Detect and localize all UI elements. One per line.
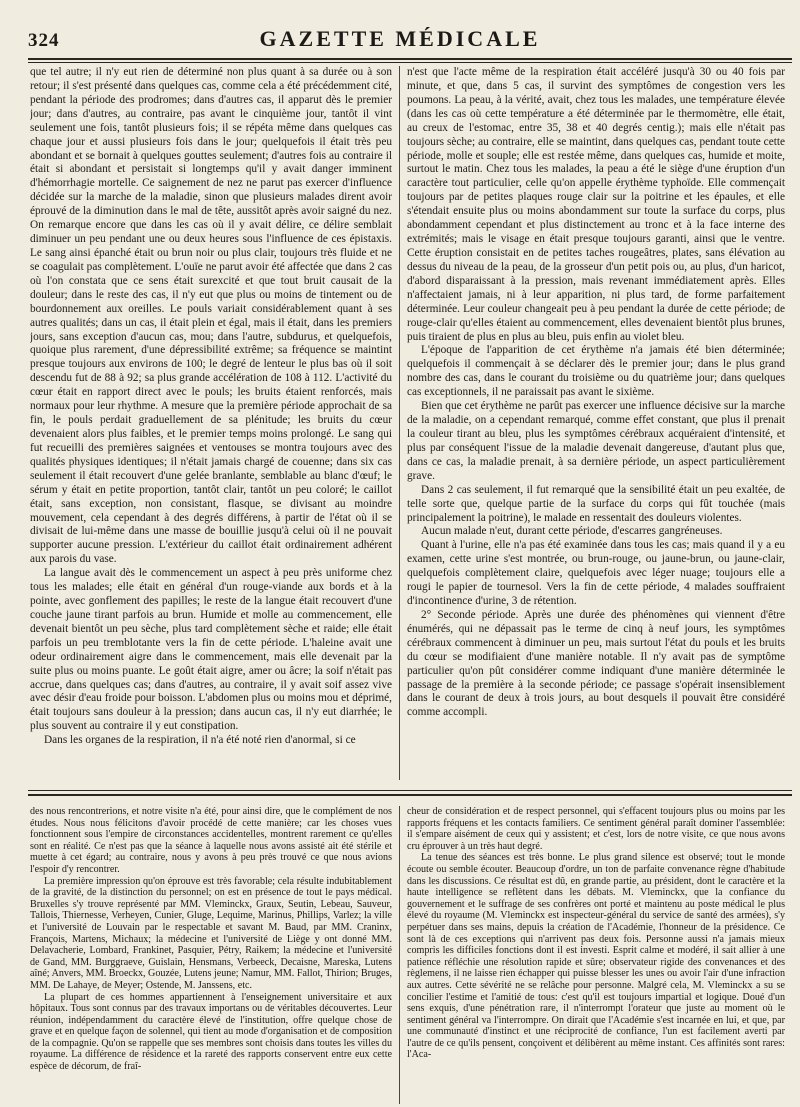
paragraph: La plupart de ces hommes appartiennent à l'enseignement universitaire et aux hôpitaux. Tous sont connus par des travaux importans ou de véritables découvertes. Leur réunion, indépendamment du caractère élevé de l'institution, offre quelque chose de grave et en quelque façon de solennel, qui tient au mode d'organisation et de composition de la compagnie. Qu'on se rappelle que ses membres sont choisis dans toutes les villes du royaume. La différence de résidence et la rareté des rapports conservent entre eux cette espèce de décorum, de fraî-	[30, 991, 392, 1073]
paragraph: Dans 2 cas seulement, il fut remarqué que la sensibilité était un peu exaltée, de telle sorte que, quelque partie de la surface du corps qui fût touchée (mais principalement la poitrine), le malade en ressentait des douleurs violentes.	[407, 483, 785, 524]
paragraph: n'est que l'acte même de la respiration était accéléré jusqu'à 30 ou 40 fois par minute, et que, dans 5 cas, il survint des symptômes de congestion vers les poumons. La peau, à la vérité, avait, chez tous les malades, une température élevée (dans les cas où cette température a été déterminée par le thermomètre, elle était, au creux de l'estomac, entre 35, 38 et 40 degrés centig.); mais elle n'était pas toujours sèche; au contraire, elle se maintint, dans quelques cas, pendant toute cette période, molle et souple; elle est restée même, dans quelques cas, humide et moite, surtout le matin. Chez tous les malades, la peau a été le siège d'une éruption d'un caractère tout particulier, celle qu'on appelle érythème typhoïde. Elle commençait toujours par de petites plaques rouge clair sur la poitrine et les épaules, et elle s'étendait ensuite plus ou moins abondamment sur toute la surface du corps, plus abondamment cependant et plus distinctement au tronc et à la face interne des extrémités; mais le visage en était presque toujours garanti, ainsi que le ventre. Cette éruption consistait en de petites taches rougeâtres, plates, sans élévation au dessus du niveau de la peau, de la grosseur d'un petit pois ou, au plus, d'un haricot, d'abord disparaissant à la pression, mais revenant immédiatement après. Elles n'affectaient jamais, ni à leur apparition, ni plus tard, de forme parfaitement déterminée. Leur couleur changeait peu à peu pendant la durée de cette période; de rouge-clair qu'elles étaient au commencement, elles devenaient bientôt plus brunes, puis tiraient de plus en plus au bleu, puis enfin au violet bleu.	[407, 66, 785, 343]
column-divider-lower	[399, 806, 400, 1104]
upper-right-column	[407, 66, 785, 780]
paragraph: Aucun malade n'eut, durant cette période, d'escarres gangréneuses.	[421, 525, 723, 538]
lower-right-column	[407, 806, 785, 1106]
section-rule	[28, 790, 792, 791]
header-rule	[28, 58, 792, 60]
paragraph: Bien que cet érythème ne parût pas exercer une influence décisive sur la marche de la maladie, on a cependant remarqué, comme effet constant, que plus il prenait la couleur tirant au bleu, plus les symptômes cérébraux acquéraient d'intensité, et plus par conséquent l'issue de la maladie devenait dangereuse, d'autant plus que, dans ce cas, la maladie prenait, à sa dernière période, un aspect particulièrement grave.	[407, 400, 785, 482]
paragraph: Dans les organes de la respiration, il n'a été noté rien d'anormal, si ce	[44, 734, 356, 747]
masthead-title: GAZETTE MÉDICALE	[259, 26, 541, 51]
paragraph: des nous rencontrerions, et notre visite n'a été, pour ainsi dire, que le complément de nos études. Nous nous félicitons d'avoir procédé de cette manière; car les choses vues fonctionnent sous l'empire de circonstances accidentelles, montrent rarement ce qu'elles sont en réalité. Ce n'est pas que la séance à laquelle nous avons assisté ait été stérile et muette à cet égard; au contraire, nous y avons à peu près trouvé ce que nous avions l'espoir d'y rencontrer.	[30, 806, 392, 875]
column-divider	[399, 66, 400, 780]
lower-left-column	[30, 806, 392, 1106]
paragraph: La tenue des séances est très bonne. Le plus grand silence est observé; tout le monde écoute ou semble écouter. Beaucoup d'ordre, un ton de parfaite convenance règne d'habitude dans les discussions. Ce résultat est dû, en grande partie, au président, dont le caractère et la haute intelligence se reflètent dans les débats. M. Vleminckx, que la confiance du gouvernement et le suffrage de ses confrères ont porté et maintenu au poste médical le plus élevé du royaume (M. Vleminckx est inspecteur-général du service de santé des armées), s'y perpétuer dans ses mains, depuis la création de l'Académie, l'honneur de la présidence. Ce sont là de ces exceptions qui n'arrivent pas deux fois. Personne aussi n'a jamais mieux compris les difficiles fonctions dont il est investi. Esprit calme et modéré, il sait allier à une patience réfléchie une résolution rapide et sûre; observateur rigide des convenances et des règlemens, il ne laisse rien échapper qui puisse blesser les unes ou avoir l'air d'une infraction aux autres. Cette sévérité ne se relâche pour personne. Malgré cela, M. Vleminckx a su se concilier l'estime et l'amitié de tous: c'est qu'il est toujours impartial et logique. Doué d'un sens exquis, d'une pénétration rare, il n'interrompt l'orateur que juste au moment où le sentiment général va l'interrompre. On dirait que l'Académie s'est incarnée en lui, et que, par une communauté d'instinct et une réciprocité de confiance, l'un est facilement averti par l'autre de ce qu'ils pensent, conçoivent et délibèrent au même instant. Ces affinités sont rares: l'Aca-	[407, 852, 785, 1061]
paragraph: cheur de considération et de respect personnel, qui s'effacent toujours plus ou moins par les rapports fréquens et les contacts familiers. Ce sentiment général paraît dominer l'assemblée: il s'empare aisément de ceux qui y assistent; et c'est, lors de notre visite, ce que nous avons cru éprouver à un très haut degré.	[407, 806, 785, 852]
paragraph: L'époque de l'apparition de cet érythème n'a jamais été bien déterminée; quelquefois il commençait à se déclarer dès le premier jour; dans le plus grand nombre des cas, dans le courant du troisième ou du quatrième jour; dans quelques cas exceptionnels, il ne paraissait pas avant le sixième.	[407, 344, 785, 399]
header-rule-thin	[28, 62, 792, 63]
upper-left-column	[30, 66, 392, 780]
paragraph: Quant à l'urine, elle n'a pas été examinée dans tous les cas; mais quand il y a eu examen, cette urine s'est montrée, ou brun-rouge, ou jaune-brun, ou jaune-clair, quelquefois complètement claire, quelquefois avec léger nuage; toujours elle a rougi le papier de tournesol. Vers la fin de cette période, 4 malades souffraient d'incontinence d'urine, 3 de rétention.	[407, 539, 785, 608]
section-rule-thick	[28, 794, 792, 796]
paragraph: La langue avait dès le commencement un aspect à peu près uniforme chez tous les malades; elle était en général d'un rouge-viande aux bords et à la pointe, avec gonflement des papilles; le reste de la langue était recouvert d'une couche jaune tirant parfois au brun. Humide et molle au commencement, elle devenait bientôt un peu sèche, plus tard complètement sèche et raide; elle était parfois un peu tremblotante vers la fin de cette période. L'haleine avait une odeur ordinairement aigre dans le commencement, mais elle devenait par la suite plus ou moins puante. Le goût était aigre, amer ou âcre; la soif n'était pas accrue, dans quelques cas; dans d'autres, au contraire, il y avait soif assez vive avec désir d'eau froide pour boisson. L'abdomen plus ou moins mou et déprimé, était toujours sans douleur à la pression; dans aucun cas, il n'y eut diarrhée; le plus souvent au contraire il y eut constipation.	[30, 567, 392, 733]
paragraph: La première impression qu'on éprouve est très favorable; cela résulte indubitablement de la gravité, de la distinction du personnel; on est en présence de tout le pays médical. Bruxelles s'y trouve représenté par MM. Vleminckx, Graux, Seutin, Lebeau, Sauveur, Tallois, Thiernesse, Verheyen, Cunier, Gluge, Lequime, Marinus, Phillips, Varlez; la ville et l'université de Louvain par le respectable et savant M. Baud, par MM. Craninx, François, Martens, Michaux; la médecine et l'université de Liège y ont donné MM. Delavacherie, Lombard, Frankinet, Pasquier, Pétry, Raikem; la médecine et l'université de Gand, MM. Burggraeve, Guislain, Hensmans, Verbeeck, Decaisne, Mareska, Lutens aîné; Anvers, MM. Broeckx, Gouzée, Lutens jeune; Namur, MM. Fallot, Thirion; Bruges, MM. De Lahaye, de Meyer; Ostende, M. Janssens, etc.	[30, 875, 392, 991]
paragraph: que tel autre; il n'y eut rien de déterminé non plus quant à sa durée ou à son retour; il s'est présenté dans quelques cas, comme cela a été précédemment cité, pendant la période des prodromes; dans d'autres cas, il apparut dès le premier jour; dans d'autres, au contraire, pas avant le cinquième jour, tantôt il vint seulement une fois, tantôt plusieurs fois; il se répéta même dans quelques cas chaque jour et aussi plusieurs fois dans le jour; quelquefois il était très peu abondant et se bornait à quelques gouttes seulement; d'autres fois au contraire il était si abondant et persistait si longtemps qu'il y avait danger imminent d'hémorrhagie mortelle. Ce saignement de nez ne parut pas exercer d'influence décidée sur la marche de la maladie, sinon que plusieurs malades dirent avoir éprouvé de la diminution dans le mal de tête, aussitôt après avoir saigné du nez. On remarque encore que dans les cas où il y avait délire, ce délire semblait diminuer un peu pendant une ou deux heures sous l'influence de ces épistaxis. Le sang ainsi épanché était ou brun noir ou plus clair, toujours très fluide et ne se coagulait pas complètement. L'ouïe ne parut avoir été affectée que dans 2 cas où l'on constata que ce sens était surexcité et que tout bruit causait de la douleur; dans le reste des cas, il n'y eut que plus ou moins de tintement ou de bourdonnement aux oreilles. Le pouls variait considérablement quant à ses autres qualités; dans un cas, il était plein et égal, mais il était, dans les premiers jours, sans exception d'aucun cas, mou; dans l'autre, subdurus, et quelquefois, quoique plus rarement, d'une dépressibilité extrême; sa fréquence se maintint presque toujours aux environs de 100; le degré de lenteur le plus bas où il soit descendu fut de 88 à 92; sa plus grande accélération de 108 à 112. L'activité du cœur était en rapport direct avec le pouls; les bruits étaient renforcés, mais normaux pour leur rhythme. A mesure que la première période approchait de sa fin, le pouls perdait graduellement de sa plénitude; les bruits du cœur devenaient alors plus faibles, et le premier temps moins prolongé. Le sang qui fut recueilli des premières saignées et ventouses se montra toujours avec des qualités physiques identiques; il n'était jamais chargé de couenne; dans six cas seulement il était recouvert d'une gelée branlante, semblable au blanc d'œuf; le sérum y était en petite proportion, tantôt clair, tantôt un peu coloré; le caillot était, sans exception, non consistant, flasque, se divisant au moindre mouvement, cela cependant à des degrés différens, à partir de l'état où il se divisait de lui-même dans une masse de bouillie jusqu'à celui où il ne pouvait supporter aucune pression. L'extérieur du caillot était ordinairement adhérent aux parois du vase.	[30, 66, 392, 566]
paragraph: 2° Seconde période. Après une durée des phénomènes qui viennent d'être énumérés, qui ne dépassait pas le terme de cinq à neuf jours, les symptômes cérébraux commencent à diminuer un peu, mais surtout l'état du pouls et les bruits du cœur se modifiaient d'une manière notable. Il n'y avait pas de symptôme particulier qu'on pût considérer comme indiquant d'une manière déterminée le passage de la première à la seconde période; ce passage s'opérait insensiblement dans le courant de deux à trois jours, au bout desquels il pouvait être considéré comme accompli.	[407, 608, 785, 719]
page-number: 324	[28, 30, 60, 51]
